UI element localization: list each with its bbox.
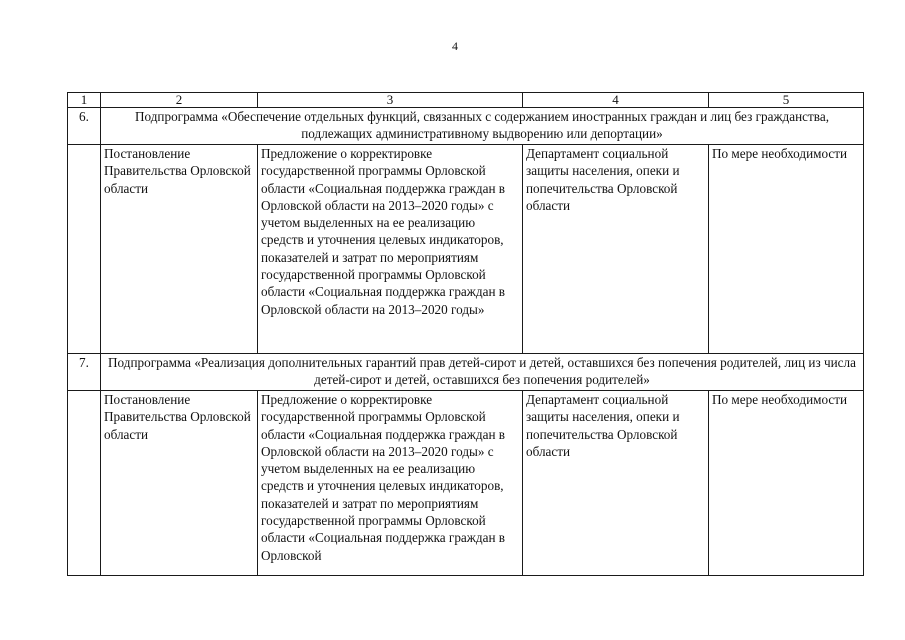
table-row <box>68 391 864 576</box>
proposal-cell: Предложение о корректировке государственной программы Орловской области «Социальная поддержка граждан в Орловской области на 2013–2020 годы» с учетом выделенных на ее реализацию средств и уточнения целевых индикаторов, показателей и затрат по мероприятиям государственной программы Орловской области «Социальная поддержка граждан в Орловской области на 2013–2020 годы» <box>258 145 523 354</box>
table-row <box>68 145 864 354</box>
section-number: 6. <box>68 108 101 145</box>
empty-number-cell <box>68 145 101 354</box>
section-number: 7. <box>68 354 101 391</box>
section-title: Подпрограмма «Обеспечение отдельных функций, связанных с содержанием иностранных граждан и лиц без гражданства, подлежащих административному выдворению или депортации» <box>101 108 864 145</box>
section-title: Подпрограмма «Реализация дополнительных гарантий прав детей-сирот и детей, оставшихся без попечения родителей, лиц из числа детей-сирот и детей, оставшихся без попечения родителей» <box>101 354 864 391</box>
document-type-cell: Постановление Правительства Орловской области <box>101 145 258 354</box>
column-number-1: 1 <box>68 93 101 108</box>
executor-cell: Департамент социальной защиты населения, опеки и попечительства Орловской области <box>523 145 709 354</box>
column-number-2: 2 <box>101 93 258 108</box>
executor-cell: Департамент социальной защиты населения, опеки и попечительства Орловской области <box>523 391 709 576</box>
plan-table <box>67 92 864 576</box>
deadline-cell: По мере необходимости <box>709 145 864 354</box>
column-number-3: 3 <box>258 93 523 108</box>
empty-number-cell <box>68 391 101 576</box>
section-header-row <box>68 108 864 145</box>
deadline-cell: По мере необходимости <box>709 391 864 576</box>
column-number-4: 4 <box>523 93 709 108</box>
section-header-row <box>68 354 864 391</box>
page-number: 4 <box>452 39 458 53</box>
proposal-cell: Предложение о корректировке государственной программы Орловской области «Социальная поддержка граждан в Орловской области на 2013–2020 годы» с учетом выделенных на ее реализацию средств и уточнения целевых индикаторов, показателей и затрат по мероприятиям государственной программы Орловской области «Социальная поддержка граждан в Орловской <box>258 391 523 576</box>
column-number-5: 5 <box>709 93 864 108</box>
document-type-cell: Постановление Правительства Орловской области <box>101 391 258 576</box>
column-number-row <box>68 93 864 108</box>
